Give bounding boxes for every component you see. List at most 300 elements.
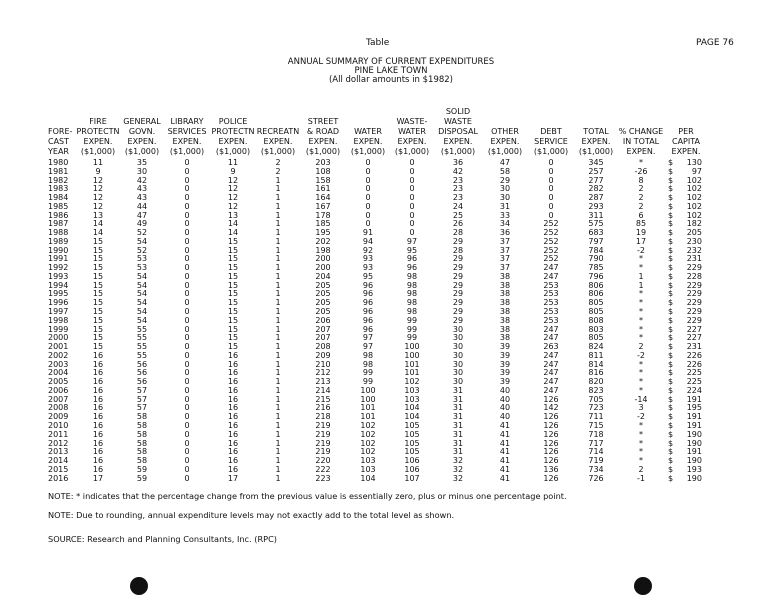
year-cell: 1997 <box>48 307 69 317</box>
value-cell: 15 <box>92 254 104 264</box>
value-cell: 0 <box>184 201 190 211</box>
value-cell: 182 <box>686 219 702 229</box>
value-cell: 805 <box>588 298 604 308</box>
value-cell: 198 <box>315 245 331 255</box>
table-row <box>48 404 708 413</box>
value-cell: 0 <box>548 201 554 211</box>
value-cell: 0 <box>184 315 190 325</box>
column-header <box>664 107 708 157</box>
value-cell: 59 <box>136 473 148 483</box>
year-cell: 1986 <box>48 210 69 220</box>
value-cell: 41 <box>499 429 511 439</box>
year-cell: 2004 <box>48 368 69 378</box>
value-cell: 96 <box>362 315 374 325</box>
value-cell: 39 <box>499 377 511 387</box>
currency-symbol: $ <box>668 289 674 299</box>
value-cell: * <box>639 359 643 369</box>
column-header-line: SERVICES <box>167 127 207 136</box>
value-cell: 15 <box>227 298 239 308</box>
value-cell: 38 <box>499 298 511 308</box>
value-cell: 12 <box>227 201 239 211</box>
value-cell: 16 <box>92 447 104 457</box>
value-cell: 16 <box>227 438 239 448</box>
table-row <box>48 247 708 256</box>
value-cell: 0 <box>409 175 415 185</box>
table-row <box>48 466 708 475</box>
value-cell: 23 <box>452 184 464 194</box>
value-cell: 0 <box>548 193 554 203</box>
column-header <box>76 107 120 157</box>
column-header <box>300 107 346 157</box>
value-cell: 99 <box>362 377 374 387</box>
currency-symbol: $ <box>668 315 674 325</box>
value-cell: 0 <box>409 158 415 167</box>
value-cell: 12 <box>227 175 239 185</box>
column-header <box>390 107 434 157</box>
value-cell: 205 <box>315 298 331 308</box>
value-cell: 2 <box>638 464 644 474</box>
currency-symbol: $ <box>668 201 674 211</box>
column-header-line: YEAR <box>48 147 69 156</box>
value-cell: 56 <box>136 359 148 369</box>
value-cell: 102 <box>686 201 702 211</box>
value-cell: 15 <box>227 307 239 317</box>
value-cell: 200 <box>315 254 331 264</box>
value-cell: 0 <box>184 420 190 430</box>
value-cell: 11 <box>227 158 239 167</box>
value-cell: 247 <box>543 271 559 281</box>
value-cell: 2 <box>638 342 644 352</box>
value-cell: 225 <box>686 377 702 387</box>
column-header <box>48 107 76 157</box>
value-cell: 15 <box>92 324 104 334</box>
value-cell: 2 <box>275 166 281 176</box>
value-cell: 575 <box>588 219 604 229</box>
year-cell: 1982 <box>48 175 69 185</box>
value-cell: 32 <box>452 456 464 466</box>
value-cell: 15 <box>92 271 104 281</box>
value-cell: 15 <box>92 307 104 317</box>
value-cell: 805 <box>588 307 604 317</box>
table-row <box>48 334 708 343</box>
value-cell: 38 <box>499 271 511 281</box>
value-cell: 717 <box>588 438 604 448</box>
value-cell: 38 <box>499 307 511 317</box>
value-cell: 23 <box>452 175 464 185</box>
column-header-line: PROTECTN <box>211 127 255 136</box>
value-cell: 43 <box>136 184 148 194</box>
table-row <box>48 475 708 484</box>
year-cell: 2013 <box>48 447 69 457</box>
value-cell: 0 <box>184 377 190 387</box>
year-cell: 2009 <box>48 412 69 422</box>
value-cell: 49 <box>136 219 148 229</box>
value-cell: * <box>639 420 643 430</box>
value-cell: 16 <box>92 403 104 413</box>
value-cell: 126 <box>543 438 559 448</box>
value-cell: 126 <box>543 412 559 422</box>
value-cell: 806 <box>588 280 604 290</box>
table-row <box>48 457 708 466</box>
value-cell: * <box>639 263 643 273</box>
value-cell: 16 <box>92 412 104 422</box>
value-cell: 97 <box>691 166 702 176</box>
value-cell: 14 <box>92 228 104 238</box>
value-cell: 206 <box>315 315 331 325</box>
value-cell: * <box>639 289 643 299</box>
column-header-line: PROTECTN <box>76 127 120 136</box>
table-title: ANNUAL SUMMARY OF CURRENT EXPENDITURES <box>287 57 495 67</box>
table-row <box>48 396 708 405</box>
value-cell: 16 <box>92 394 104 404</box>
value-cell: 29 <box>452 271 464 281</box>
value-cell: 58 <box>136 438 148 448</box>
value-cell: 207 <box>315 324 331 334</box>
value-cell: * <box>639 429 643 439</box>
value-cell: 215 <box>315 394 331 404</box>
value-cell: 227 <box>686 324 702 334</box>
value-cell: 191 <box>686 420 702 430</box>
value-cell: 100 <box>360 385 376 395</box>
value-cell: 15 <box>92 333 104 343</box>
value-cell: 16 <box>227 394 239 404</box>
column-header-line: LIBRARY <box>170 117 204 126</box>
column-header-line <box>48 117 76 127</box>
value-cell: 16 <box>227 420 239 430</box>
table-row <box>48 282 708 291</box>
value-cell: 231 <box>686 342 702 352</box>
value-cell: 0 <box>184 228 190 238</box>
value-cell: 101 <box>360 412 376 422</box>
value-cell: 803 <box>588 324 604 334</box>
value-cell: 29 <box>452 307 464 317</box>
value-cell: 0 <box>184 429 190 439</box>
value-cell: 1 <box>275 394 281 404</box>
value-cell: 58 <box>136 456 148 466</box>
value-cell: 0 <box>184 280 190 290</box>
currency-symbol: $ <box>668 193 674 203</box>
value-cell: 98 <box>362 350 374 360</box>
value-cell: 1 <box>275 289 281 299</box>
column-header-line: WATER <box>398 127 426 136</box>
column-header-line: DEBT <box>540 127 562 136</box>
currency-symbol: $ <box>668 324 674 334</box>
value-cell: -2 <box>637 245 645 255</box>
value-cell: 178 <box>315 210 331 220</box>
value-cell: 16 <box>92 464 104 474</box>
currency-symbol: $ <box>668 359 674 369</box>
currency-symbol: $ <box>668 394 674 404</box>
column-header-line: ($1,000) <box>80 147 116 156</box>
value-cell: 202 <box>315 236 331 246</box>
value-cell: 210 <box>315 359 331 369</box>
column-header-line: WASTE- <box>396 117 428 126</box>
value-cell: 14 <box>227 219 239 229</box>
value-cell: 16 <box>227 368 239 378</box>
year-cell: 1981 <box>48 166 69 176</box>
column-header-line: EXPEN. <box>172 137 202 146</box>
table-row <box>48 413 708 422</box>
value-cell: 38 <box>499 315 511 325</box>
value-cell: 52 <box>136 245 148 255</box>
value-cell: 1 <box>275 342 281 352</box>
value-cell: 1 <box>275 377 281 387</box>
value-cell: 17 <box>635 236 647 246</box>
value-cell: 158 <box>315 175 331 185</box>
value-cell: 1 <box>275 236 281 246</box>
value-cell: 719 <box>588 456 604 466</box>
value-cell: -14 <box>634 394 648 404</box>
currency-symbol: $ <box>668 412 674 422</box>
column-header-line: EXPEN. <box>581 137 611 146</box>
column-header-line: ($1,000) <box>305 147 341 156</box>
value-cell: 104 <box>404 412 420 422</box>
value-cell: 102 <box>360 420 376 430</box>
value-cell: 39 <box>499 368 511 378</box>
currency-symbol: $ <box>668 385 674 395</box>
value-cell: 31 <box>452 429 464 439</box>
value-cell: 1 <box>275 350 281 360</box>
value-cell: 40 <box>499 394 511 404</box>
table-row <box>48 203 708 212</box>
value-cell: 15 <box>227 254 239 264</box>
column-header-line: SERVICE <box>534 137 568 146</box>
year-cell: 2014 <box>48 456 69 466</box>
value-cell: 0 <box>548 210 554 220</box>
value-cell: 58 <box>136 429 148 439</box>
column-header-line <box>528 117 574 127</box>
value-cell: 36 <box>499 228 511 238</box>
value-cell: 39 <box>499 342 511 352</box>
value-cell: 193 <box>686 464 702 474</box>
table-row <box>48 431 708 440</box>
value-cell: 9 <box>95 166 101 176</box>
value-cell: 0 <box>184 385 190 395</box>
column-header-line <box>482 117 528 127</box>
value-cell: 823 <box>588 385 604 395</box>
value-cell: 44 <box>136 201 148 211</box>
value-cell: 1 <box>275 228 281 238</box>
value-cell: 29 <box>452 280 464 290</box>
value-cell: 2 <box>638 201 644 211</box>
currency-symbol: $ <box>668 377 674 387</box>
value-cell: 96 <box>362 307 374 317</box>
value-cell: 3 <box>638 403 644 413</box>
value-cell: 293 <box>588 201 604 211</box>
value-cell: 99 <box>406 324 418 334</box>
year-cell: 1980 <box>48 158 69 167</box>
value-cell: 103 <box>404 394 420 404</box>
column-header <box>482 107 528 157</box>
column-header-line: EXPEN. <box>83 137 113 146</box>
column-header-line <box>346 117 390 127</box>
value-cell: 1 <box>275 464 281 474</box>
value-cell: 0 <box>184 368 190 378</box>
value-cell: 0 <box>184 158 190 167</box>
value-cell: 711 <box>588 412 604 422</box>
value-cell: 0 <box>365 219 371 229</box>
value-cell: 16 <box>92 385 104 395</box>
currency-symbol: $ <box>668 342 674 352</box>
value-cell: 164 <box>315 193 331 203</box>
column-header-line: STREET <box>307 117 339 126</box>
column-header-line: CAST <box>48 137 70 146</box>
currency-symbol: $ <box>668 447 674 457</box>
value-cell: 130 <box>686 158 702 167</box>
value-cell: 102 <box>686 210 702 220</box>
value-cell: 96 <box>406 254 418 264</box>
value-cell: 784 <box>588 245 604 255</box>
value-cell: 0 <box>184 473 190 483</box>
value-cell: 1 <box>275 324 281 334</box>
value-cell: 1 <box>275 368 281 378</box>
column-header-line: EXPEN. <box>353 137 383 146</box>
value-cell: * <box>639 385 643 395</box>
value-cell: 15 <box>227 271 239 281</box>
value-cell: 212 <box>315 368 331 378</box>
value-cell: 190 <box>686 473 702 483</box>
value-cell: 15 <box>92 280 104 290</box>
value-cell: 98 <box>406 271 418 281</box>
value-cell: 9 <box>230 166 236 176</box>
value-cell: 95 <box>362 271 374 281</box>
column-header-line: EXPEN. <box>308 137 338 146</box>
value-cell: 232 <box>686 245 702 255</box>
value-cell: 0 <box>184 412 190 422</box>
value-cell: * <box>639 158 643 167</box>
value-cell: 213 <box>315 377 331 387</box>
value-cell: 231 <box>686 254 702 264</box>
value-cell: 102 <box>404 377 420 387</box>
value-cell: 15 <box>92 289 104 299</box>
value-cell: 16 <box>227 429 239 439</box>
value-cell: 345 <box>588 158 604 167</box>
value-cell: 219 <box>315 447 331 457</box>
column-header <box>528 107 574 157</box>
value-cell: 40 <box>499 403 511 413</box>
value-cell: 1 <box>275 456 281 466</box>
table-row <box>48 194 708 203</box>
value-cell: 0 <box>184 254 190 264</box>
column-header-line: EXPEN. <box>127 137 157 146</box>
column-header-line: GENERAL <box>123 117 161 126</box>
value-cell: 167 <box>315 201 331 211</box>
column-header-line: IN TOTAL <box>622 137 660 146</box>
value-cell: 54 <box>136 280 148 290</box>
value-cell: 30 <box>499 193 511 203</box>
year-cell: 2011 <box>48 429 69 439</box>
value-cell: 95 <box>406 245 418 255</box>
currency-symbol: $ <box>668 429 674 439</box>
value-cell: 683 <box>588 228 604 238</box>
value-cell: 1 <box>275 412 281 422</box>
value-cell: 277 <box>588 175 604 185</box>
value-cell: 1 <box>275 254 281 264</box>
value-cell: 1 <box>275 184 281 194</box>
column-header-line: EXPEN. <box>443 137 473 146</box>
currency-symbol: $ <box>668 166 674 176</box>
value-cell: 55 <box>136 342 148 352</box>
value-cell: 16 <box>227 350 239 360</box>
value-cell: 41 <box>499 420 511 430</box>
value-cell: 53 <box>136 263 148 273</box>
value-cell: 219 <box>315 420 331 430</box>
value-cell: 54 <box>136 315 148 325</box>
table-row <box>48 387 708 396</box>
value-cell: 15 <box>92 342 104 352</box>
value-cell: 228 <box>686 271 702 281</box>
value-cell: 38 <box>499 280 511 290</box>
value-cell: 190 <box>686 456 702 466</box>
value-cell: 31 <box>452 385 464 395</box>
year-cell: 1989 <box>48 236 69 246</box>
value-cell: 1 <box>275 175 281 185</box>
value-cell: 1 <box>275 193 281 203</box>
value-cell: 214 <box>315 385 331 395</box>
year-cell: 1983 <box>48 184 69 194</box>
value-cell: 0 <box>184 219 190 229</box>
value-cell: 57 <box>136 385 148 395</box>
value-cell: 216 <box>315 403 331 413</box>
value-cell: 1 <box>275 438 281 448</box>
value-cell: 93 <box>362 254 374 264</box>
table-row <box>48 238 708 247</box>
value-cell: 0 <box>365 184 371 194</box>
value-cell: 97 <box>406 236 418 246</box>
value-cell: 252 <box>543 228 559 238</box>
column-header-line: SOLID WASTE <box>444 107 472 126</box>
value-cell: 223 <box>315 473 331 483</box>
currency-symbol: $ <box>668 298 674 308</box>
column-header-line: RECREATN <box>256 127 300 136</box>
table-row <box>48 299 708 308</box>
year-cell: 1999 <box>48 324 69 334</box>
value-cell: 98 <box>362 359 374 369</box>
value-cell: 102 <box>686 184 702 194</box>
value-cell: -26 <box>634 166 648 176</box>
value-cell: 0 <box>184 307 190 317</box>
value-cell: 229 <box>686 280 702 290</box>
column-header-line: FORE- <box>48 127 73 136</box>
value-cell: 718 <box>588 429 604 439</box>
value-cell: 96 <box>362 324 374 334</box>
year-cell: 1994 <box>48 280 69 290</box>
year-cell: 1990 <box>48 245 69 255</box>
table-row <box>48 343 708 352</box>
column-header <box>574 107 618 157</box>
year-cell: 2005 <box>48 377 69 387</box>
currency-symbol: $ <box>668 350 674 360</box>
value-cell: 229 <box>686 298 702 308</box>
year-cell: 1992 <box>48 263 69 273</box>
value-cell: 253 <box>543 298 559 308</box>
expenditure-table <box>48 107 708 483</box>
value-cell: 0 <box>184 342 190 352</box>
value-cell: 40 <box>499 385 511 395</box>
value-cell: 30 <box>136 166 148 176</box>
source-note: SOURCE: Research and Planning Consultants, Inc. (RPC) <box>48 534 277 544</box>
value-cell: 23 <box>452 193 464 203</box>
year-cell: 2001 <box>48 342 69 352</box>
year-cell: 2006 <box>48 385 69 395</box>
value-cell: 92 <box>362 245 374 255</box>
value-cell: 161 <box>315 184 331 194</box>
value-cell: 47 <box>136 210 148 220</box>
value-cell: -2 <box>637 412 645 422</box>
column-header-line: OTHER <box>491 127 519 136</box>
value-cell: 126 <box>543 420 559 430</box>
currency-symbol: $ <box>668 438 674 448</box>
